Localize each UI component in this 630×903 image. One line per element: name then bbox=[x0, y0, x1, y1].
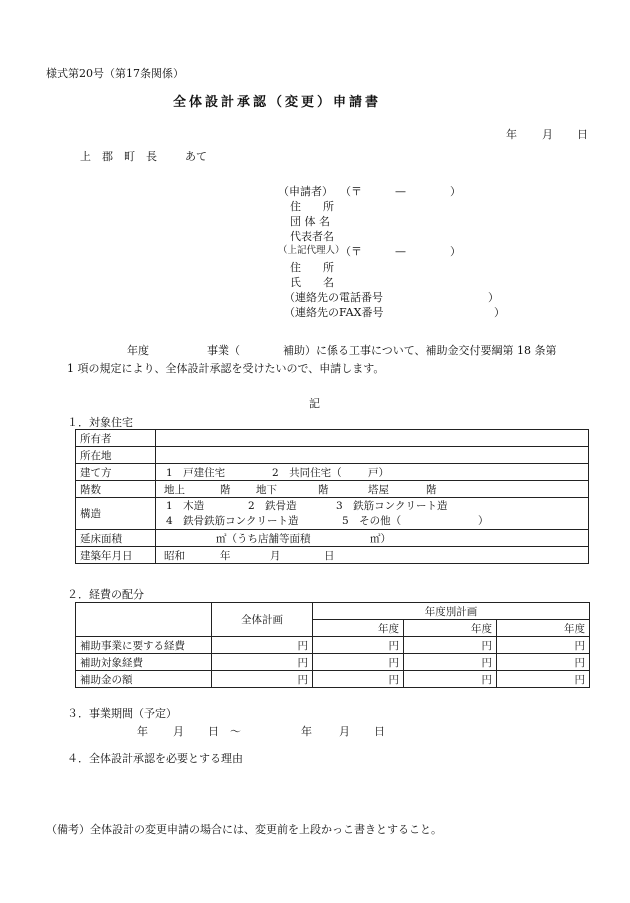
floor-area-unit2: ㎡） bbox=[370, 532, 391, 545]
yen-cell[interactable]: 円 bbox=[404, 637, 497, 654]
expense-table bbox=[75, 602, 590, 688]
yen-cell[interactable]: 円 bbox=[313, 637, 404, 654]
year-header-1[interactable]: 年度 bbox=[313, 620, 404, 637]
ki-label: 記 bbox=[309, 397, 320, 410]
yen-cell[interactable]: 円 bbox=[212, 654, 313, 671]
build-option-detached: 1 戸建住宅 bbox=[166, 466, 226, 479]
build-option-apartment: 2 共同住宅（ bbox=[272, 466, 342, 479]
row-label: 補助事業に要する経費 bbox=[76, 637, 212, 654]
col-total-plan: 全体計画 bbox=[212, 603, 313, 637]
build-date-year: 年 bbox=[220, 549, 231, 562]
paragraph-year: 年度 bbox=[127, 344, 149, 357]
applicant-label: （申請者） bbox=[278, 185, 333, 198]
floors-roof-kai: 階 bbox=[426, 483, 437, 496]
date-day-label: 日 bbox=[577, 128, 588, 141]
table-row bbox=[76, 637, 590, 654]
agent-address-label: 住 所 bbox=[290, 261, 334, 274]
floors-field[interactable] bbox=[156, 481, 589, 498]
fax-close: ） bbox=[494, 306, 505, 319]
target-housing-table bbox=[75, 429, 589, 564]
expense-corner bbox=[76, 603, 212, 637]
period-end-day: 日 bbox=[374, 725, 385, 738]
section2-heading: ２．経費の配分 bbox=[67, 588, 144, 601]
period-end-month: 月 bbox=[339, 725, 350, 738]
form-number: 様式第20号（第17条関係） bbox=[46, 67, 184, 80]
structure-option-wood: 1 木造 bbox=[166, 499, 205, 512]
applicant-postal: （〒 — ） bbox=[340, 185, 461, 198]
applicant-address-label: 住 所 bbox=[290, 200, 334, 213]
floor-area-unit: ㎡（うち店舗等面積 bbox=[216, 532, 311, 545]
build-date-month: 月 bbox=[270, 549, 281, 562]
build-date-label: 建築年月日 bbox=[76, 547, 156, 564]
structure-option-rc: 3 鉄筋コンクリート造 bbox=[336, 499, 448, 512]
floors-below-kai: 階 bbox=[318, 483, 329, 496]
row-label: 補助金の額 bbox=[76, 671, 212, 688]
page-title: 全体設計承認（変更）申請書 bbox=[173, 95, 382, 110]
paragraph-subsidy: 補助）に係る工事について、補助金交付要綱第 18 条第 bbox=[283, 344, 557, 357]
structure-label: 構造 bbox=[76, 498, 156, 530]
location-field[interactable] bbox=[156, 447, 589, 464]
paragraph-line2: 1 項の規定により、全体設計承認を受けたいので、申請します。 bbox=[67, 362, 385, 375]
period-start-day: 日 ～ bbox=[208, 725, 241, 738]
yen-cell[interactable]: 円 bbox=[313, 654, 404, 671]
table-row bbox=[76, 671, 590, 688]
location-label: 所在地 bbox=[76, 447, 156, 464]
yen-cell[interactable]: 円 bbox=[212, 671, 313, 688]
date-year-label: 年 bbox=[506, 128, 517, 141]
floors-above-kai: 階 bbox=[220, 483, 231, 496]
phone-label: （連絡先の電話番号 bbox=[284, 291, 383, 304]
phone-close: ） bbox=[488, 291, 499, 304]
applicant-org-label: 団 体 名 bbox=[290, 215, 330, 228]
floors-roof-label: 塔屋 bbox=[368, 483, 389, 496]
build-option-apartment-unit: 戸） bbox=[368, 466, 389, 479]
table-row bbox=[76, 654, 590, 671]
agent-postal: （〒 — ） bbox=[340, 245, 461, 258]
structure-field[interactable] bbox=[156, 498, 589, 530]
floors-above-label: 地上 bbox=[164, 483, 185, 496]
section3-heading: ３．事業期間（予定） bbox=[67, 707, 177, 720]
build-type-label: 建て方 bbox=[76, 464, 156, 481]
build-date-field[interactable] bbox=[156, 547, 589, 564]
owner-field[interactable] bbox=[156, 430, 589, 447]
owner-label: 所有者 bbox=[76, 430, 156, 447]
yen-cell[interactable]: 円 bbox=[404, 671, 497, 688]
yen-cell[interactable]: 円 bbox=[313, 671, 404, 688]
agent-name-label: 氏 名 bbox=[290, 276, 334, 289]
structure-option-other: 5 その他（ bbox=[342, 514, 402, 527]
yen-cell[interactable]: 円 bbox=[404, 654, 497, 671]
period-start-year: 年 bbox=[137, 725, 148, 738]
yen-cell[interactable]: 円 bbox=[497, 654, 590, 671]
col-yearly-plan: 年度別計画 bbox=[313, 603, 590, 620]
period-end-year: 年 bbox=[301, 725, 312, 738]
section4-heading: ４．全体設計承認を必要とする理由 bbox=[67, 752, 243, 765]
floor-area-field[interactable] bbox=[156, 530, 589, 547]
build-date-era: 昭和 bbox=[164, 549, 185, 562]
structure-option-other-close: ） bbox=[478, 514, 489, 527]
structure-option-src: 4 鉄骨鉄筋コンクリート造 bbox=[166, 514, 299, 527]
year-header-3[interactable]: 年度 bbox=[497, 620, 590, 637]
yen-cell[interactable]: 円 bbox=[497, 671, 590, 688]
floors-below-label: 地下 bbox=[256, 483, 277, 496]
year-header-2[interactable]: 年度 bbox=[404, 620, 497, 637]
applicant-rep-label: 代表者名 bbox=[290, 230, 334, 243]
addressee: 上 郡 町 長 bbox=[80, 150, 157, 163]
period-start-month: 月 bbox=[173, 725, 184, 738]
yen-cell[interactable]: 円 bbox=[497, 637, 590, 654]
addressee-suffix: あて bbox=[185, 150, 207, 163]
agent-label: （上記代理人） bbox=[278, 245, 345, 256]
build-date-day: 日 bbox=[324, 549, 335, 562]
yen-cell[interactable]: 円 bbox=[212, 637, 313, 654]
fax-label: （連絡先のFAX番号 bbox=[284, 306, 384, 319]
paragraph-project: 事業（ bbox=[207, 344, 240, 357]
footer-note: （備考）全体設計の変更申請の場合には、変更前を上段かっこ書きとすること。 bbox=[46, 823, 442, 836]
floor-area-label: 延床面積 bbox=[76, 530, 156, 547]
section1-heading: １．対象住宅 bbox=[67, 416, 133, 429]
floors-label: 階数 bbox=[76, 481, 156, 498]
date-month-label: 月 bbox=[542, 128, 553, 141]
build-type-field[interactable] bbox=[156, 464, 589, 481]
row-label: 補助対象経費 bbox=[76, 654, 212, 671]
structure-option-steel: 2 鉄骨造 bbox=[248, 499, 297, 512]
